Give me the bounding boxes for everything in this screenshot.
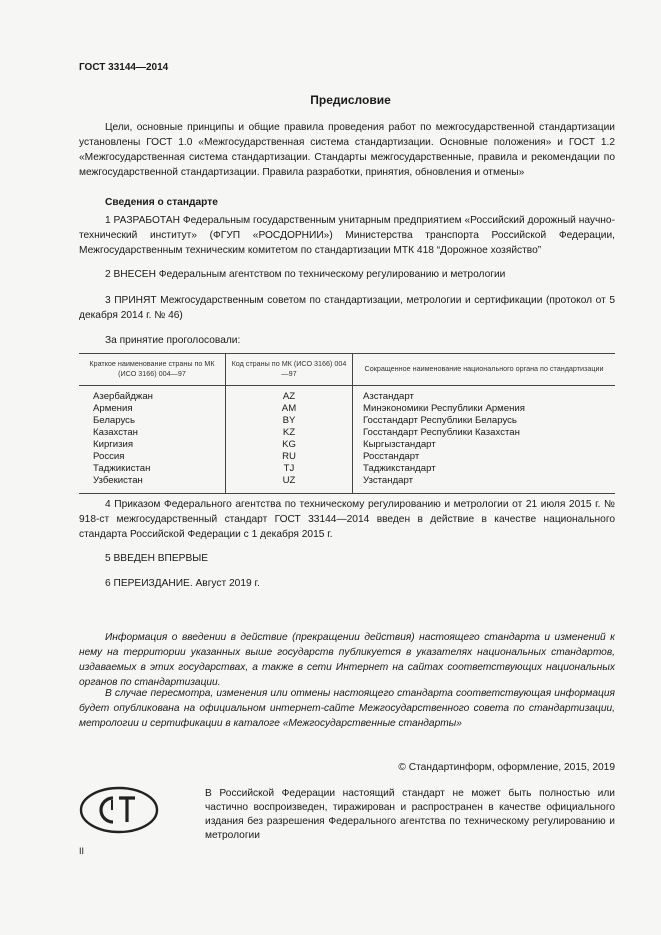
table-row <box>79 415 615 427</box>
cell-body: Азстандарт <box>363 391 414 402</box>
item-reissue <box>79 576 615 591</box>
item-reissue-text: 6 ПЕРЕИЗДАНИЕ. Август 2019 г. <box>105 578 260 589</box>
table-row <box>79 403 615 415</box>
notice-paragraph-1 <box>79 630 615 690</box>
cell-country: Узбекистан <box>79 475 226 494</box>
table-row <box>79 451 615 463</box>
cell-body: Узстандарт <box>353 475 616 494</box>
voted-label <box>79 333 615 348</box>
item-first <box>79 551 615 566</box>
table-row <box>79 439 615 451</box>
table-row <box>79 427 615 439</box>
cell-country: Россия <box>93 451 125 462</box>
notice-text-1: Информация о введении в действие (прекращении действия) настоящего стандарта и изменений к нему на территории указанных выше государств публикуется в указателях национальных стандартов, издаваемых в этих государствах, а также в сети Интернет на сайтах соответствующих национальных органов по стандартизации. <box>79 632 615 688</box>
cell-body: Таджикстандарт <box>363 463 436 474</box>
cell-country: Казахстан <box>93 427 138 438</box>
cell-code: BY <box>226 415 353 427</box>
cell-country: Армения <box>93 403 133 414</box>
header-national-body: Сокращенное наименование национального органа по стандартизации <box>353 354 616 386</box>
intro-paragraph <box>79 120 615 180</box>
cell-body: Кыргызстандарт <box>363 439 436 450</box>
cell-code: UZ <box>226 475 353 494</box>
notice-text-2: В случае пересмотра, изменения или отмены настоящего стандарта соответствующая информация будет опубликована на официальном интернет-сайте Межгосударственного совета по стандартизации, метрологии и сертификации в каталоге «Межгосударственные стандарты» <box>79 688 615 729</box>
table-row <box>79 386 615 404</box>
table-row <box>79 463 615 475</box>
cell-country: Азербайджан <box>93 391 153 402</box>
cell-code: RU <box>226 451 353 463</box>
cell-code: KG <box>226 439 353 451</box>
page-number: II <box>79 846 85 856</box>
intro-text: Цели, основные принципы и общие правила проведения работ по межгосударственной стандартизации установлены ГОСТ 1.0 «Межгосударственная система стандартизации. Основные положения» и ГОСТ 1.2 «Межгосударственная система стандартизации. Стандарты межгосударственные, правила и рекомендации по межгосударственной стандартизации. Правила разработки, принятия, обновления и отмены» <box>79 122 615 178</box>
cell-code: AM <box>226 403 353 415</box>
voted-label-text: За принятие проголосовали: <box>105 335 241 346</box>
cell-country: Беларусь <box>93 415 135 426</box>
item-adopted-text: 3 ПРИНЯТ Межгосударственным советом по стандартизации, метрологии и сертификации (протокол от 5 декабря 2014 г. № 46) <box>79 295 615 321</box>
item-introduced <box>79 267 615 282</box>
copyright-line: © Стандартинформ, оформление, 2015, 2019 <box>398 762 615 773</box>
cell-country: Киргизия <box>93 439 134 450</box>
page-title: Предисловие <box>310 93 391 107</box>
item-developed-text: 1 РАЗРАБОТАН Федеральным государственным унитарным предприятием «Российский дорожный научно-технический институт» (ФГУП «РОСДОРНИИ») Министерства транспорта Российской Федерации, Межгосударственным техническим комитетом по стандартизации МТК 418 “Дорожное хозяйство” <box>79 215 615 256</box>
table-row <box>79 475 615 494</box>
cell-country: Таджикистан <box>93 463 151 474</box>
table-header-row <box>79 354 615 386</box>
gost-r-logo-icon <box>79 786 159 834</box>
cell-body: Госстандарт Республики Казахстан <box>363 427 520 438</box>
item-first-text: 5 ВВЕДЕН ВПЕРВЫЕ <box>105 553 209 564</box>
cell-body: Госстандарт Республики Беларусь <box>363 415 517 426</box>
cell-body: Минэкономики Республики Армения <box>363 403 525 414</box>
cell-code: AZ <box>226 386 353 404</box>
cell-code: KZ <box>226 427 353 439</box>
item-adopted <box>79 293 615 323</box>
header-country-code: Код страны по МК (ИСО 3166) 004—97 <box>226 354 353 386</box>
rf-reproduction-notice: В Российской Федерации настоящий стандарт не может быть полностью или частично воспроизведен, тиражирован и распространен в качестве официального издания без разрешения Федерального агентства по техническому регулированию и метрологии <box>205 788 615 841</box>
notice-paragraph-2 <box>79 686 615 731</box>
header-country-name: Краткое наименование страны по МК (ИСО 3166) 004—97 <box>79 354 226 386</box>
item-developed <box>79 213 615 258</box>
section-subheading: Сведения о стандарте <box>105 197 218 208</box>
item-order-text: 4 Приказом Федерального агентства по техническому регулированию и метрологии от 21 июля 2015 г. № 918-ст межгосударственный стандарт ГОСТ 33144—2014 введен в действие в качестве национального стандарта Российской Федерации с 1 декабря 2015 г. <box>79 499 615 540</box>
standard-code: ГОСТ 33144—2014 <box>79 62 169 73</box>
item-introduced-text: 2 ВНЕСЕН Федеральным агентством по техническому регулированию и метрологии <box>105 269 506 280</box>
voting-states-table <box>79 353 615 494</box>
cell-code: TJ <box>226 463 353 475</box>
cell-body: Росстандарт <box>363 451 420 462</box>
item-order <box>79 497 615 542</box>
